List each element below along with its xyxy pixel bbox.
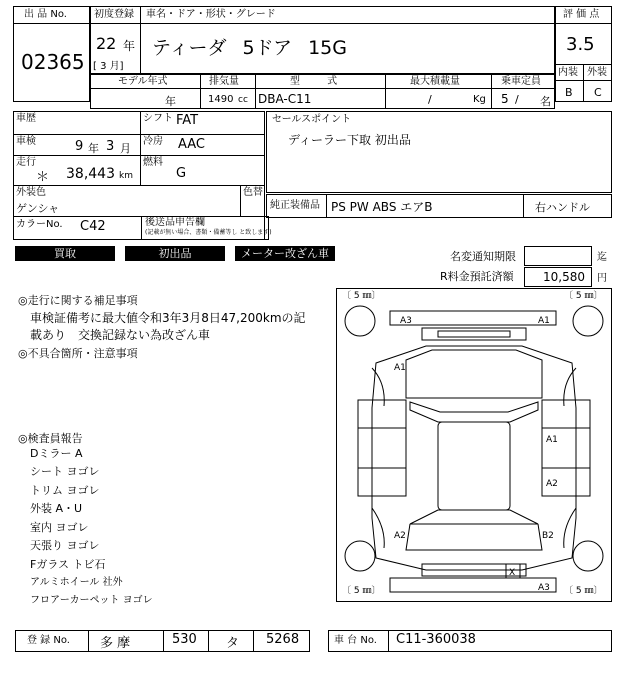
name-change-unit: 迄 [597,252,607,263]
left-side [358,400,406,496]
capacity-slash: / [515,93,519,106]
registration-area: 多 摩 [100,636,131,651]
supplement-line-2: 載あり 交換記録ない為改ざん車 [30,328,211,342]
exterior-grade: C [594,86,602,99]
inspector-item: フロアーカーペット ヨゴレ [30,595,153,606]
lot-number-label: 出 品 No. [24,9,67,20]
color-number-label: カラーNo. [16,219,63,230]
front-bumper [390,311,556,325]
fuel-value: G [176,166,187,181]
deposit-label: R料金預託済額 [440,270,514,283]
interior-grade-label: 内装 [558,67,578,78]
damage-mark: X [509,568,516,578]
shift-value: FAT [176,113,199,128]
registration-label: 登 録 No. [27,635,70,646]
type-code: DBA-C11 [258,92,312,106]
inspection-year: 9 [75,139,84,154]
odometer-tamper-flag: メーター改ざん車 [235,246,335,261]
buy-flag: 買取 [15,246,115,261]
sales-point-value: ディーラー下取 初出品 [288,133,411,147]
chassis-label: 車 台 No. [334,635,377,646]
shift-label: シフト [143,113,173,124]
equipment-value: PS PW ABS エアB [331,200,433,214]
deposit-value: 10,580 [543,270,585,284]
car-name: ティーダ 5ドア 15G [152,37,347,59]
car-damage-diagram [336,288,612,602]
damage-mark: A1 [394,363,406,373]
docs-label: 後送品申告欄 [145,217,205,228]
tire-depth-rear-left: 〔 5 ㎜〕 [342,586,381,596]
model-year-label: モデル年式 [118,76,168,87]
lot-number: 02365 [21,50,85,74]
first-registration-year: 22 [96,34,117,53]
deposit-unit: 円 [597,273,607,284]
color-number-value: C42 [80,219,106,234]
wheel-rear-right [573,541,603,571]
tire-depth-rear-right: 〔 5 ㎜〕 [564,586,603,596]
capacity-label: 乗車定員 [501,76,541,87]
inspector-item: シート ヨゴレ [30,465,100,478]
history-label: 車歴 [16,113,36,124]
equipment-label: 純正装備品 [270,200,320,211]
ac-label: 冷房 [143,136,163,147]
registration-kana: タ [226,636,240,651]
windshield [410,402,538,422]
first-registration-label: 初度登録 [94,9,134,20]
steering-side: 右ハンドル [535,201,590,214]
displacement-unit: cc [238,95,248,105]
exterior-color-value: ゲンシャ [16,202,60,215]
supplement-heading: ◎走行に関する補足事項 [18,294,138,307]
ac-value: AAC [178,137,205,152]
mileage-label: 走行 [16,157,36,168]
inspector-item: Fガラス トビ石 [30,558,106,571]
damage-mark: A1 [538,316,550,326]
sales-point-label: セールスポイント [272,114,352,125]
first-listing-flag: 初出品 [125,246,225,261]
defects-heading: ◎不具合箇所・注意事項 [18,347,138,360]
registration-number: 5268 [266,632,300,647]
max-load-slash: / [428,93,432,106]
roof [438,422,510,510]
exterior-grade-label: 外装 [587,67,607,78]
capacity-value: 5 [501,92,509,106]
damage-mark: B2 [542,531,554,541]
wheel-rear-left [345,541,375,571]
name-change-label: 名変通知期限 [450,250,516,263]
repaint-label: 色替 [243,187,263,198]
max-load-label: 最大積載量 [410,76,460,87]
damage-mark: A3 [538,583,550,593]
inspector-item: Dミラー A [30,447,83,460]
damage-mark: A2 [546,479,558,489]
inspection-label: 車検 [16,136,36,147]
type-label: 型 式 [290,76,338,87]
first-registration-month: [ 3 月] [93,61,124,72]
inspector-item: 天張り ヨゴレ [30,539,100,552]
inspector-item: 外装 A・U [30,502,83,515]
wheel-front-right [573,306,603,336]
trunk [406,524,542,550]
mileage-unit: km [119,171,133,181]
rear-bumper [390,578,556,592]
displacement-label: 排気量 [209,76,239,87]
damage-mark: A2 [394,531,406,541]
score-value: 3.5 [566,34,595,55]
inspector-item: トリム ヨゴレ [30,484,100,497]
inspector-item: 室内 ヨゴレ [30,521,89,534]
model-year-unit: 年 [165,95,176,108]
inspection-month-unit: 月 [120,142,131,155]
capacity-unit: 名 [540,95,551,108]
interior-grade: B [565,86,573,99]
car-name-label: 車名・ドア・形状・グレード [146,9,276,20]
docs-note: (記載が無い場合、書類・備蓄等し と致します) [145,229,272,236]
first-registration-year-unit: 年 [123,39,136,53]
mileage-mark: ＊ [36,170,50,185]
rear-window [410,510,538,524]
wheel-front-left [345,306,375,336]
inspection-month: 3 [106,139,115,154]
exterior-color-label: 外装色 [16,187,46,198]
mileage-value: 38,443 [66,166,115,182]
tire-depth-front-right: 〔 5 ㎜〕 [564,291,603,301]
hood [406,350,542,398]
inspection-year-unit: 年 [88,142,99,155]
score-label: 評 価 点 [563,9,600,20]
damage-mark: A1 [546,435,558,445]
inspector-heading: ◎検査員報告 [18,432,83,445]
supplement-line-1: 車検証備考に最大値令和3年3月8日47,200kmの記 [30,311,306,325]
max-load-unit: Kg [473,94,486,105]
chassis-number: C11-360038 [396,632,476,647]
displacement-value: 1490 [208,94,234,105]
name-change-box [524,246,592,266]
tire-depth-front-left: 〔 5 ㎜〕 [342,291,381,301]
inspector-item: アルミホイール 社外 [30,577,123,588]
fuel-label: 燃料 [143,157,163,168]
damage-mark: A3 [400,316,412,326]
registration-class: 530 [172,632,197,647]
